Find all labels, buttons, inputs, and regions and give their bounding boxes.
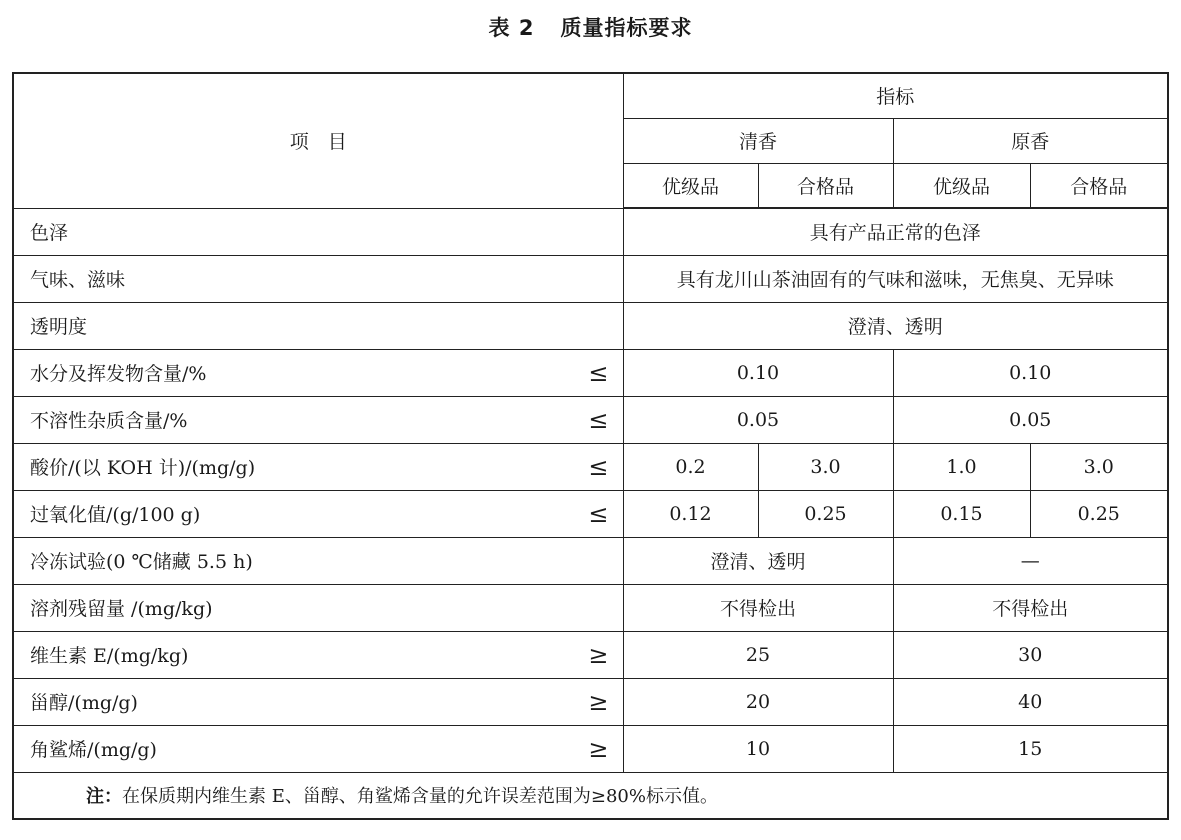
table-row — [13, 396, 1168, 443]
value-cell: 40 — [893, 678, 1168, 725]
value-cell: 不得检出 — [623, 584, 893, 631]
header-row-1 — [13, 73, 1168, 118]
header-group-qingxiang: 清香 — [623, 118, 893, 163]
row-item-label: 过氧化值/(g/100 g) — [30, 504, 201, 526]
row-item-cell — [13, 678, 623, 725]
value-cell: 澄清、透明 — [623, 537, 893, 584]
table-title — [0, 12, 1181, 42]
row-item-label: 气味、滋味 — [30, 269, 126, 291]
value-cell: 30 — [893, 631, 1168, 678]
value-cell: 0.12 — [623, 490, 758, 537]
row-item-label: 角鲨烯/(mg/g) — [30, 739, 157, 761]
row-item-cell — [13, 725, 623, 772]
value-cell: 20 — [623, 678, 893, 725]
row-item-cell — [13, 396, 623, 443]
value-cell: 0.05 — [893, 396, 1168, 443]
table-note — [13, 772, 1168, 819]
value-cell: 3.0 — [758, 443, 893, 490]
row-item-label: 色泽 — [30, 222, 69, 244]
value-cell: 0.05 — [623, 396, 893, 443]
note-text: 在保质期内维生素 E、甾醇、角鲨烯含量的允许误差范围为≥80%标示值。 — [122, 786, 718, 808]
comparison-symbol: ≤ — [588, 358, 609, 387]
value-cell: 0.15 — [893, 490, 1030, 537]
value-cell: 25 — [623, 631, 893, 678]
table-row — [13, 255, 1168, 302]
header-grade: 优级品 — [623, 163, 758, 208]
table-row — [13, 678, 1168, 725]
value-cell: 0.25 — [1030, 490, 1168, 537]
value-cell: 0.2 — [623, 443, 758, 490]
header-grade: 合格品 — [1030, 163, 1168, 208]
row-item-label: 维生素 E/(mg/kg) — [30, 645, 189, 667]
value-cell: 10 — [623, 725, 893, 772]
row-item-label: 溶剂残留量 /(mg/kg) — [30, 598, 213, 620]
row-item-cell — [13, 584, 623, 631]
table-row — [13, 349, 1168, 396]
table-row — [13, 584, 1168, 631]
table-row — [13, 725, 1168, 772]
value-cell: 0.10 — [623, 349, 893, 396]
comparison-symbol: ≤ — [588, 499, 609, 528]
row-item-label: 透明度 — [30, 316, 88, 338]
table-row — [13, 631, 1168, 678]
table-caption: 质量指标要求 — [560, 16, 693, 40]
header-grade: 合格品 — [758, 163, 893, 208]
value-cell: 具有产品正常的色泽 — [623, 208, 1168, 255]
value-cell: 具有龙川山茶油固有的气味和滋味，无焦臭、无异味 — [623, 255, 1168, 302]
row-item-label: 冷冻试验(0 ℃储藏 5.5 h) — [30, 551, 253, 573]
row-item-label: 水分及挥发物含量/% — [30, 363, 207, 385]
comparison-symbol: ≥ — [588, 734, 609, 763]
row-item-cell — [13, 537, 623, 584]
value-cell: 0.10 — [893, 349, 1168, 396]
value-cell: 澄清、透明 — [623, 302, 1168, 349]
row-item-label: 甾醇/(mg/g) — [30, 692, 138, 714]
table-row — [13, 302, 1168, 349]
note-label: 注： — [86, 786, 122, 808]
table-row — [13, 537, 1168, 584]
value-cell: 1.0 — [893, 443, 1030, 490]
table-row — [13, 490, 1168, 537]
comparison-symbol: ≤ — [588, 452, 609, 481]
row-item-cell — [13, 208, 623, 255]
row-item-cell — [13, 490, 623, 537]
comparison-symbol: ≥ — [588, 640, 609, 669]
comparison-symbol: ≥ — [588, 687, 609, 716]
row-item-cell — [13, 255, 623, 302]
row-item-cell — [13, 631, 623, 678]
row-item-cell — [13, 302, 623, 349]
comparison-symbol: ≤ — [588, 405, 609, 434]
header-index: 指标 — [623, 73, 1168, 118]
table-row — [13, 208, 1168, 255]
row-item-cell — [13, 349, 623, 396]
row-item-cell — [13, 443, 623, 490]
header-group-yuanxiang: 原香 — [893, 118, 1168, 163]
value-cell: — — [893, 537, 1168, 584]
header-item: 项 目 — [13, 73, 623, 208]
value-cell: 3.0 — [1030, 443, 1168, 490]
quality-index-table — [12, 72, 1169, 820]
row-item-label: 酸价/(以 KOH 计)/(mg/g) — [30, 457, 256, 479]
value-cell: 15 — [893, 725, 1168, 772]
table-number: 表 2 — [488, 16, 535, 40]
row-item-label: 不溶性杂质含量/% — [30, 410, 188, 432]
header-grade: 优级品 — [893, 163, 1030, 208]
note-row — [13, 772, 1168, 819]
value-cell: 不得检出 — [893, 584, 1168, 631]
value-cell: 0.25 — [758, 490, 893, 537]
table-row — [13, 443, 1168, 490]
